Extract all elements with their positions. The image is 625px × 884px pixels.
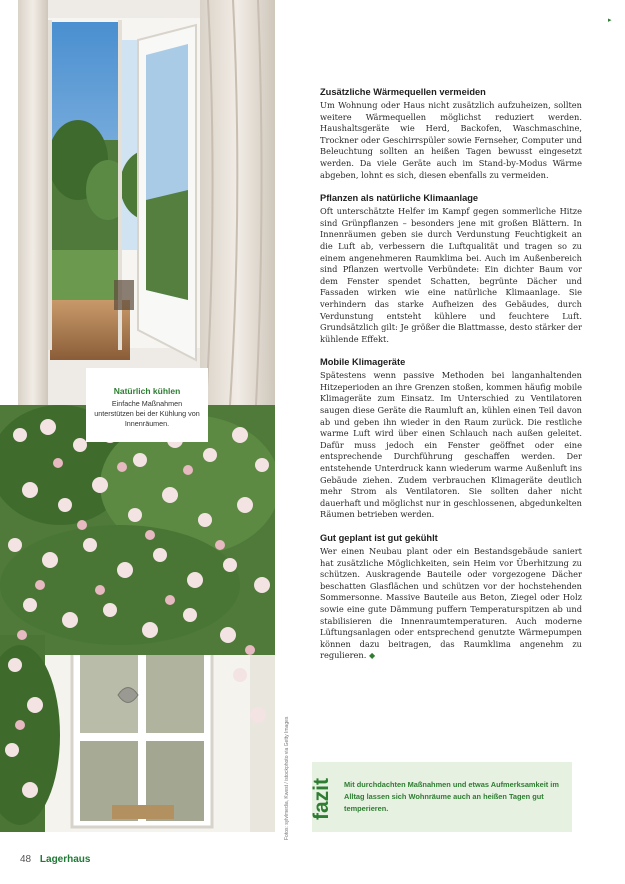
page-number: 48 [20, 854, 32, 865]
photo-open-door-illustration [18, 0, 275, 405]
paragraph-gut-geplant [320, 546, 582, 662]
heading-pflanzen: Pflanzen als natürliche Klimaanlage [320, 193, 479, 204]
paragraph-gut-geplant-text: Wer einen Neubau plant oder ein Bestandsgebäude saniert hat zusätzliche Möglichkeiten, sein Heim vor Überhitzung zu schützen. Auskragende Bauteile oder vorgezogene Dächer beschatten Glasflächen und schützen vor der hochstehenden Sommersonne. Massive Bauteile aus Beton, Ziegel oder Holz sowie eine gute Dämmung puffern Temperaturspitzen ab und stabilisieren die Innenraumtemperaturen. Auch moderne Lüftungsanlagen oder entsprechend genutzte Wärmepumpen können dazu beitragen, das Raumklima angenehm zu regulieren. [320, 546, 582, 661]
article-body [320, 87, 582, 674]
corner-arrow-icon: ▸ [608, 17, 612, 24]
fazit-label: fazit [310, 778, 333, 820]
paragraph-klimageraete: Spätestens wenn passive Methoden bei langanhaltenden Hitzeperioden an ihre Grenzen stoßen, kommen häufig mobile Klimageräte zum Einsatz. Im Unterschied zu Ventilatoren saugen diese Geräte die Raumluft an, kühlen einen Teil davon ab und geben ihn wieder in den Raum zurück. Die restliche warme Luft wird über einen Schlauch nach außen geleitet. Dafür muss jedoch ein Fenster geöffnet oder eine entsprechende Durchführung geschaffen werden. Der entstehende Unterdruck kann wiederum warme Außenluft ins Gebäude ziehen. Zudem verbrauchen Klimageräte deutlich mehr Strom als Ventilatoren. Sie sollten daher nicht dauerhaft und möglichst nur in geschlossenen, abgedunkelten Räumen betrieben werden. [320, 370, 582, 520]
photo-caption [86, 368, 208, 442]
caption-title: Natürlich kühlen [113, 386, 181, 396]
heading-klimageraete: Mobile Klimageräte [320, 357, 406, 368]
paragraph-pflanzen: Oft unterschätzte Helfer im Kampf gegen sommerliche Hitze sind Grünpflanzen – besonders jene mit großen Blättern. In Innenräumen geben sie durch Verdunstung Feuchtigkeit an die Luft ab, verbessern die Luftqualität und tragen so zu einem angenehmeren Raumklima bei. Auch im Außenbereich sind Pflanzen wertvolle Verbündete: Ein dichter Baum vor dem Fenster spendet Schatten, begrünte Dächer und Fassaden wirken wie eine natürliche Klimaanlage. Sie verhindern das starke Aufheizen des Gebäudes, durch Verdunstung entsteht kühlere und feuchtere Luft. Grundsätzlich gilt: Je größer die Blattmasse, desto stärker der kühlende Effekt. [320, 206, 582, 344]
fazit-box [312, 762, 572, 832]
heading-waermequellen: Zusätzliche Wärmequellen vermeiden [320, 87, 486, 97]
paragraph-waermequellen: Um Wohnung oder Haus nicht zusätzlich aufzuheizen, sollten weitere Wärmequellen möglichst reduziert werden. Haushaltsgeräte wie Herd, Backofen, Waschmaschine, Trockner oder Geschirrspüler sowie Fernseher, Computer und Beleuchtung sollten an heißen Tagen bewusst eingesetzt werden. Da viele Geräte auch im Stand-by-Modus Wärme abgeben, lohnt es sich, diesen ebenfalls zu vermeiden. [320, 100, 582, 180]
section-tab [0, 30, 35, 120]
section-tab-label: Bauen & Wohnen [4, 39, 14, 114]
heading-gut-geplant: Gut geplant ist gut gekühlt [320, 533, 438, 543]
fazit-text: Mit durchdachten Maßnahmen und etwas Aufmerksamkeit im Alltag lassen sich Wohnräume auch an heißen Tagen gut temperieren. [344, 780, 559, 813]
photo-open-door [18, 0, 275, 405]
page-footer [20, 854, 90, 865]
end-mark-icon: ◆ [368, 651, 376, 661]
photo-credit: Fotos: sylvlmedia, Kwest / istockphoto via Getty Images [284, 716, 290, 840]
caption-text: Einfache Maßnahmen unterstützen bei der Kühlung von Innenräumen. [94, 399, 200, 428]
photo-roses-window-illustration [0, 405, 275, 832]
photo-roses-window [0, 405, 275, 832]
brand-name: Lagerhaus [39, 854, 91, 865]
